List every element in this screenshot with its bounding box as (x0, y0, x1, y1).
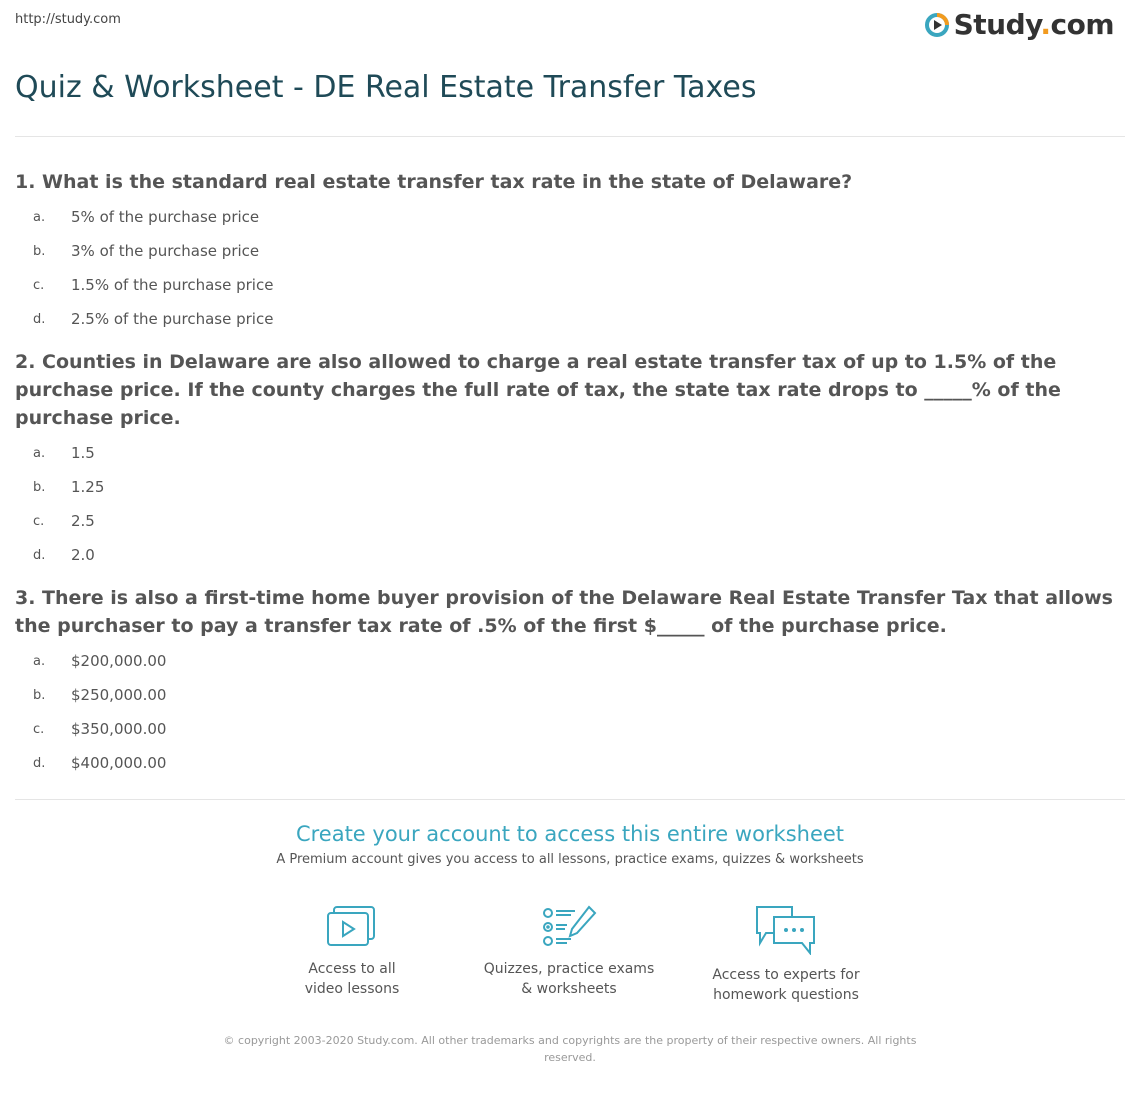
feature-label: & worksheets (521, 981, 617, 997)
option-letter: b. (33, 479, 46, 495)
divider (15, 136, 1125, 137)
answer-option (15, 504, 1125, 538)
copyright-footer: © copyright 2003-2020 Study.com. All other trademarks and copyrights are the property of their respective owners. All rights reserved. (223, 1034, 917, 1064)
option-letter: b. (33, 243, 46, 259)
feature-label: Access to all (308, 961, 396, 977)
study-logo[interactable] (924, 8, 1114, 41)
option-text: 3% of the purchase price (71, 242, 260, 260)
answer-option (15, 436, 1125, 470)
page-title: Quiz & Worksheet - DE Real Estate Transfer Taxes (15, 70, 757, 105)
option-letter: a. (33, 653, 46, 669)
answer-option (15, 302, 1125, 336)
option-text: 2.0 (71, 546, 95, 564)
page-url: http://study.com (15, 12, 121, 27)
option-letter: d. (33, 755, 46, 771)
signup-cta (0, 822, 1140, 867)
option-letter: d. (33, 311, 46, 327)
question-text: 1. What is the standard real estate transfer tax rate in the state of Delaware? (15, 171, 853, 193)
question-text: 3. There is also a first-time home buyer provision of the Delaware Real Estate Transfer Tax that allows the purchaser to pay a transfer tax rate of .5% of the first $_____ of the purchase price. (15, 587, 1113, 637)
option-text: $200,000.00 (71, 652, 167, 670)
question-text: 2. Counties in Delaware are also allowed to charge a real estate transfer tax of up to 1.5% of the purchase price. If the county charges the full rate of tax, the state tax rate drops to _____% of the purchase price. (15, 351, 1061, 429)
option-text: $350,000.00 (71, 720, 167, 738)
question (15, 584, 1125, 780)
option-text: 2.5 (71, 512, 95, 530)
feature-quizzes (469, 905, 669, 999)
cta-title[interactable]: Create your account to access this entire worksheet (295, 822, 845, 846)
logo-tld: com (1050, 8, 1114, 41)
answer-option (15, 746, 1125, 780)
answer-option (15, 234, 1125, 268)
answer-option (15, 678, 1125, 712)
answer-option (15, 644, 1125, 678)
question-list (15, 168, 1125, 792)
answer-option (15, 712, 1125, 746)
answer-option (15, 470, 1125, 504)
option-text: 1.25 (71, 478, 105, 496)
cta-subtitle: A Premium account gives you access to all lessons, practice exams, quizzes & worksheets (276, 852, 864, 867)
logo-dot: . (1040, 8, 1051, 41)
feature-video-lessons (252, 905, 452, 999)
feature-label: video lessons (304, 981, 400, 997)
logo-text: Study (953, 8, 1041, 41)
question (15, 348, 1125, 572)
divider (15, 799, 1125, 800)
option-letter: d. (33, 547, 46, 563)
answer-option (15, 538, 1125, 572)
option-text: $400,000.00 (71, 754, 167, 772)
feature-label: Quizzes, practice exams (483, 961, 655, 977)
option-text: 1.5% of the purchase price (71, 276, 274, 294)
chat-experts-icon (754, 905, 818, 955)
option-letter: c. (33, 721, 45, 737)
feature-label: homework questions (713, 987, 859, 1003)
option-letter: c. (33, 513, 45, 529)
option-text: 1.5 (71, 444, 95, 462)
question (15, 168, 1125, 336)
answer-option (15, 200, 1125, 234)
video-lessons-icon (326, 905, 378, 949)
play-logo-icon (924, 12, 950, 38)
option-text: 2.5% of the purchase price (71, 310, 274, 328)
option-letter: b. (33, 687, 46, 703)
feature-experts (686, 905, 886, 1005)
answer-option (15, 268, 1125, 302)
quiz-checklist-icon (541, 905, 597, 949)
option-letter: a. (33, 209, 46, 225)
feature-label: Access to experts for (712, 967, 860, 983)
option-text: $250,000.00 (71, 686, 167, 704)
option-text: 5% of the purchase price (71, 208, 260, 226)
option-letter: a. (33, 445, 46, 461)
option-letter: c. (33, 277, 45, 293)
